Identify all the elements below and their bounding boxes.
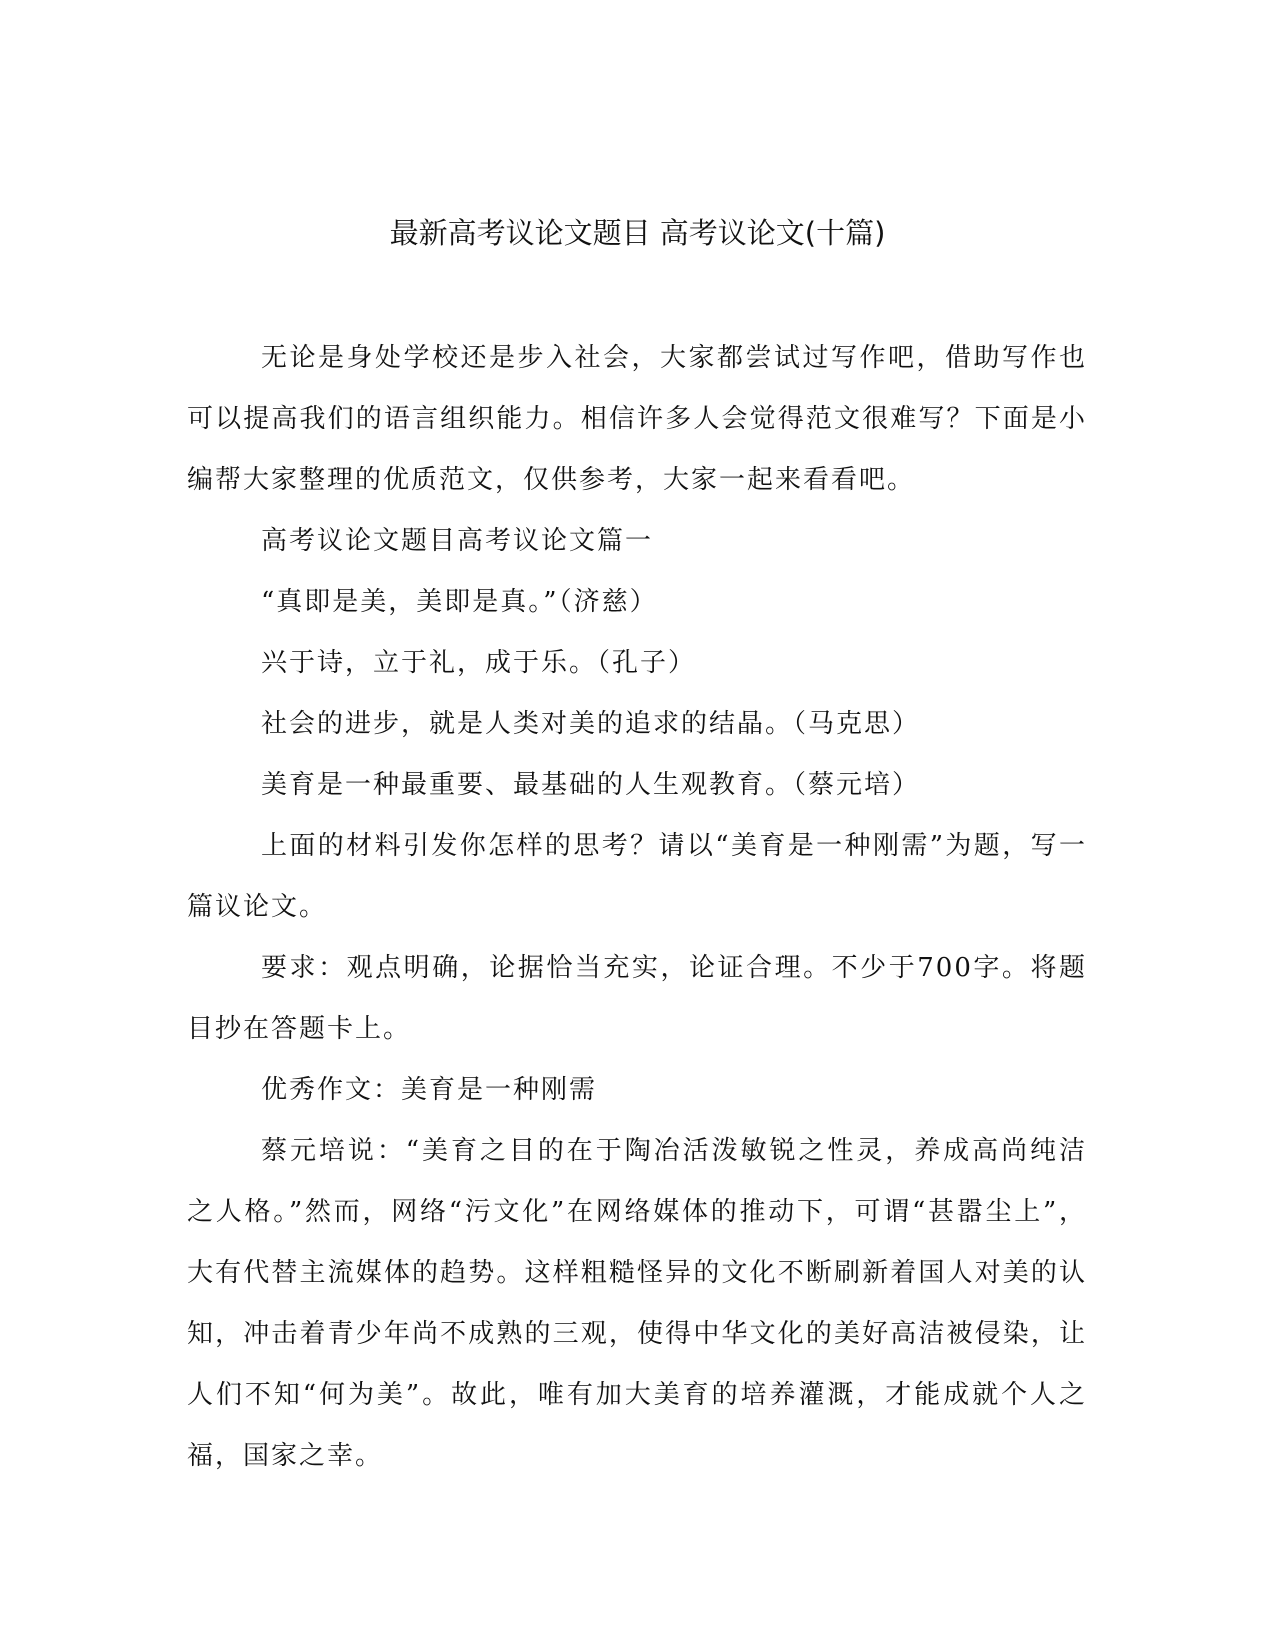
requirements-paragraph: 要求：观点明确，论据恰当充实，论证合理。不少于700字。将题目抄在答题卡上。 <box>187 953 1087 1044</box>
quote-marx: 社会的进步，就是人类对美的追求的结晶。（马克思） <box>261 709 921 739</box>
document-body <box>187 328 1087 1487</box>
section-heading: 高考议论文题目高考议论文篇一 <box>261 526 654 556</box>
essay-paragraph: 蔡元培说：“美育之目的在于陶冶活泼敏锐之性灵，养成高尚纯洁之人格。”然而，网络“污文化”在网络媒体的推动下，可谓“甚嚣尘上”，大有代替主流媒体的趋势。这样粗糙怪异的文化不断刷新着国人对美的认知，冲击着青少年尚不成熟的三观，使得中华文化的美好高洁被侵染，让人们不知“何为美”。故此，唯有加大美育的培养灌溉，才能成就个人之福，国家之幸。 <box>187 1136 1087 1471</box>
intro-paragraph: 无论是身处学校还是步入社会，大家都尝试过写作吧，借助写作也可以提高我们的语言组织能力。相信许多人会觉得范文很难写？下面是小编帮大家整理的优质范文，仅供参考，大家一起来看看吧。 <box>187 343 1087 495</box>
document-title: 最新高考议论文题目 高考议论文(十篇) <box>389 216 886 250</box>
quote-confucius: 兴于诗，立于礼，成于乐。（孔子） <box>261 648 697 678</box>
quote-cai-yuanpei: 美育是一种最重要、最基础的人生观教育。（蔡元培） <box>261 770 921 800</box>
prompt-paragraph: 上面的材料引发你怎样的思考？请以“美育是一种刚需”为题，写一篇议论文。 <box>187 831 1087 922</box>
essay-heading: 优秀作文：美育是一种刚需 <box>261 1075 598 1105</box>
quote-keats: “真即是美，美即是真。”（济慈） <box>261 587 658 617</box>
